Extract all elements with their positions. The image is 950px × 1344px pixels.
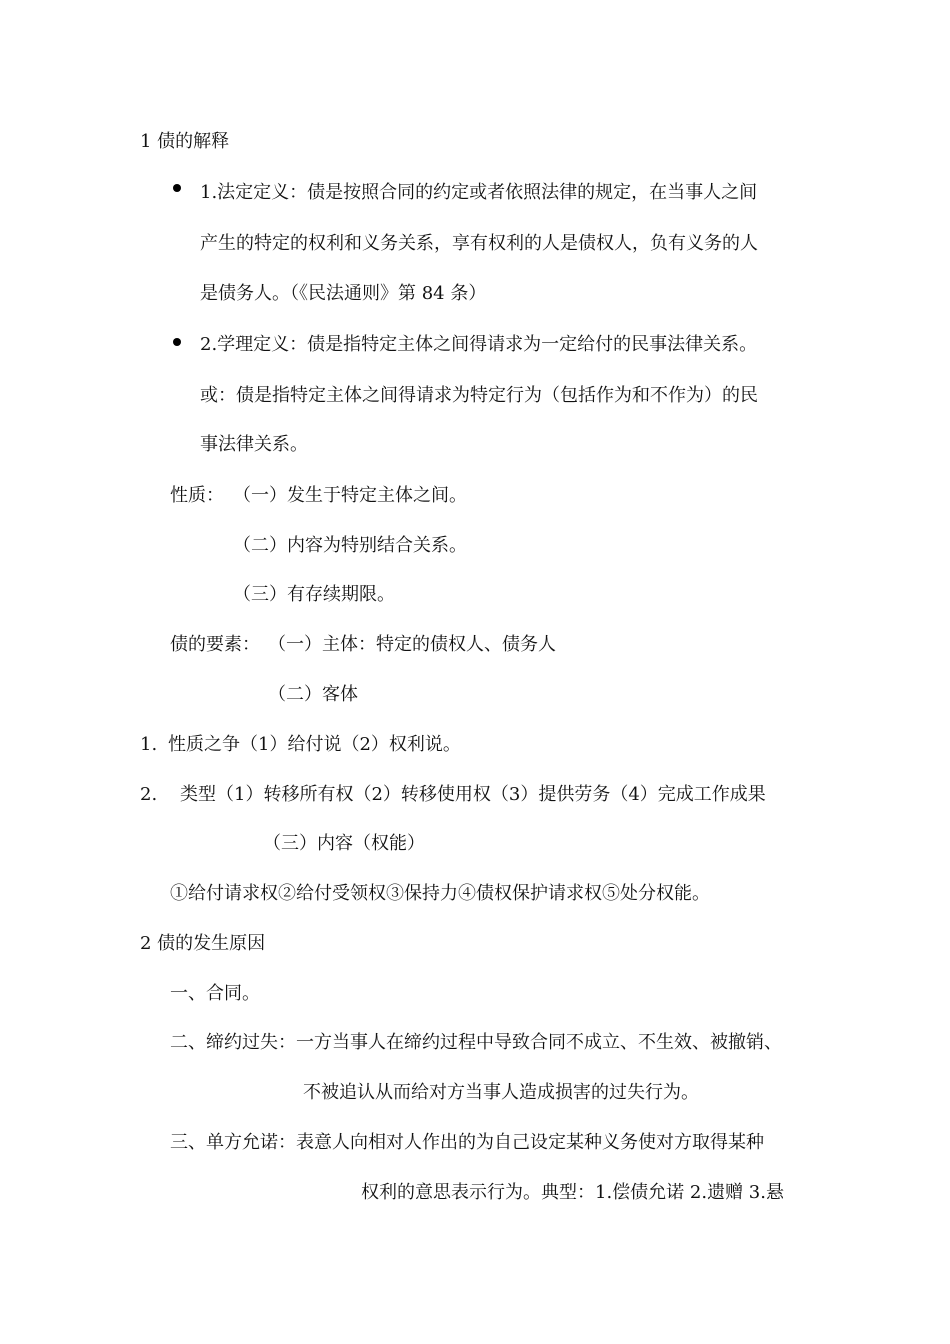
cause-contract: 一、合同。 [170,983,260,1004]
nature-item-3: （三）有存续期限。 [233,584,395,605]
list-number-2: 2. [140,784,158,805]
section1-title: 1 债的解释 [140,131,230,152]
academic-definition-line3: 事法律关系。 [200,434,308,455]
nature-item-1: （一）发生于特定主体之间。 [233,485,467,506]
elements-subject: （一）主体：特定的债权人、债务人 [268,634,556,655]
nature-dispute: 性质之争（1）给付说（2）权利说。 [168,734,461,755]
elements-label: 债的要素： [170,634,260,655]
cause-unilateral-line1: 三、单方允诺：表意人向相对人作出的为自己设定某种义务使对方取得某种 [170,1132,764,1153]
academic-definition-line2: 或：债是指特定主体之间得请求为特定行为（包括作为和不作为）的民 [200,385,758,406]
nature-label: 性质： [170,485,224,506]
cause-culpa-line2: 不被追认从而给对方当事人造成损害的过失行为。 [303,1082,699,1103]
section2-title: 2 债的发生原因 [140,933,266,954]
elements-content: （三）内容（权能） [263,833,425,854]
powers-list: ①给付请求权②给付受领权③保持力④债权保护请求权⑤处分权能。 [170,883,710,904]
academic-definition-line1: 2.学理定义：债是指特定主体之间得请求为一定给付的民事法律关系。 [200,334,758,355]
legal-definition-line3: 是债务人。（《民法通则》第 84 条） [200,283,487,304]
elements-object: （二）客体 [268,684,358,705]
object-types: 类型（1）转移所有权（2）转移使用权（3）提供劳务（4）完成工作成果 [180,784,766,805]
legal-definition-line1: 1.法定定义：债是按照合同的约定或者依照法律的规定，在当事人之间 [200,182,758,203]
cause-unilateral-line2: 权利的意思表示行为。典型：1.偿债允诺 2.遗赠 3.悬 [361,1182,784,1203]
cause-culpa-line1: 二、缔约过失：一方当事人在缔约过程中导致合同不成立、不生效、被撤销、 [170,1032,782,1053]
bullet-icon [173,338,181,346]
list-number-1: 1. [140,734,158,755]
legal-definition-line2: 产生的特定的权利和义务关系，享有权利的人是债权人，负有义务的人 [200,233,758,254]
bullet-icon [173,184,181,192]
nature-item-2: （二）内容为特别结合关系。 [233,535,467,556]
